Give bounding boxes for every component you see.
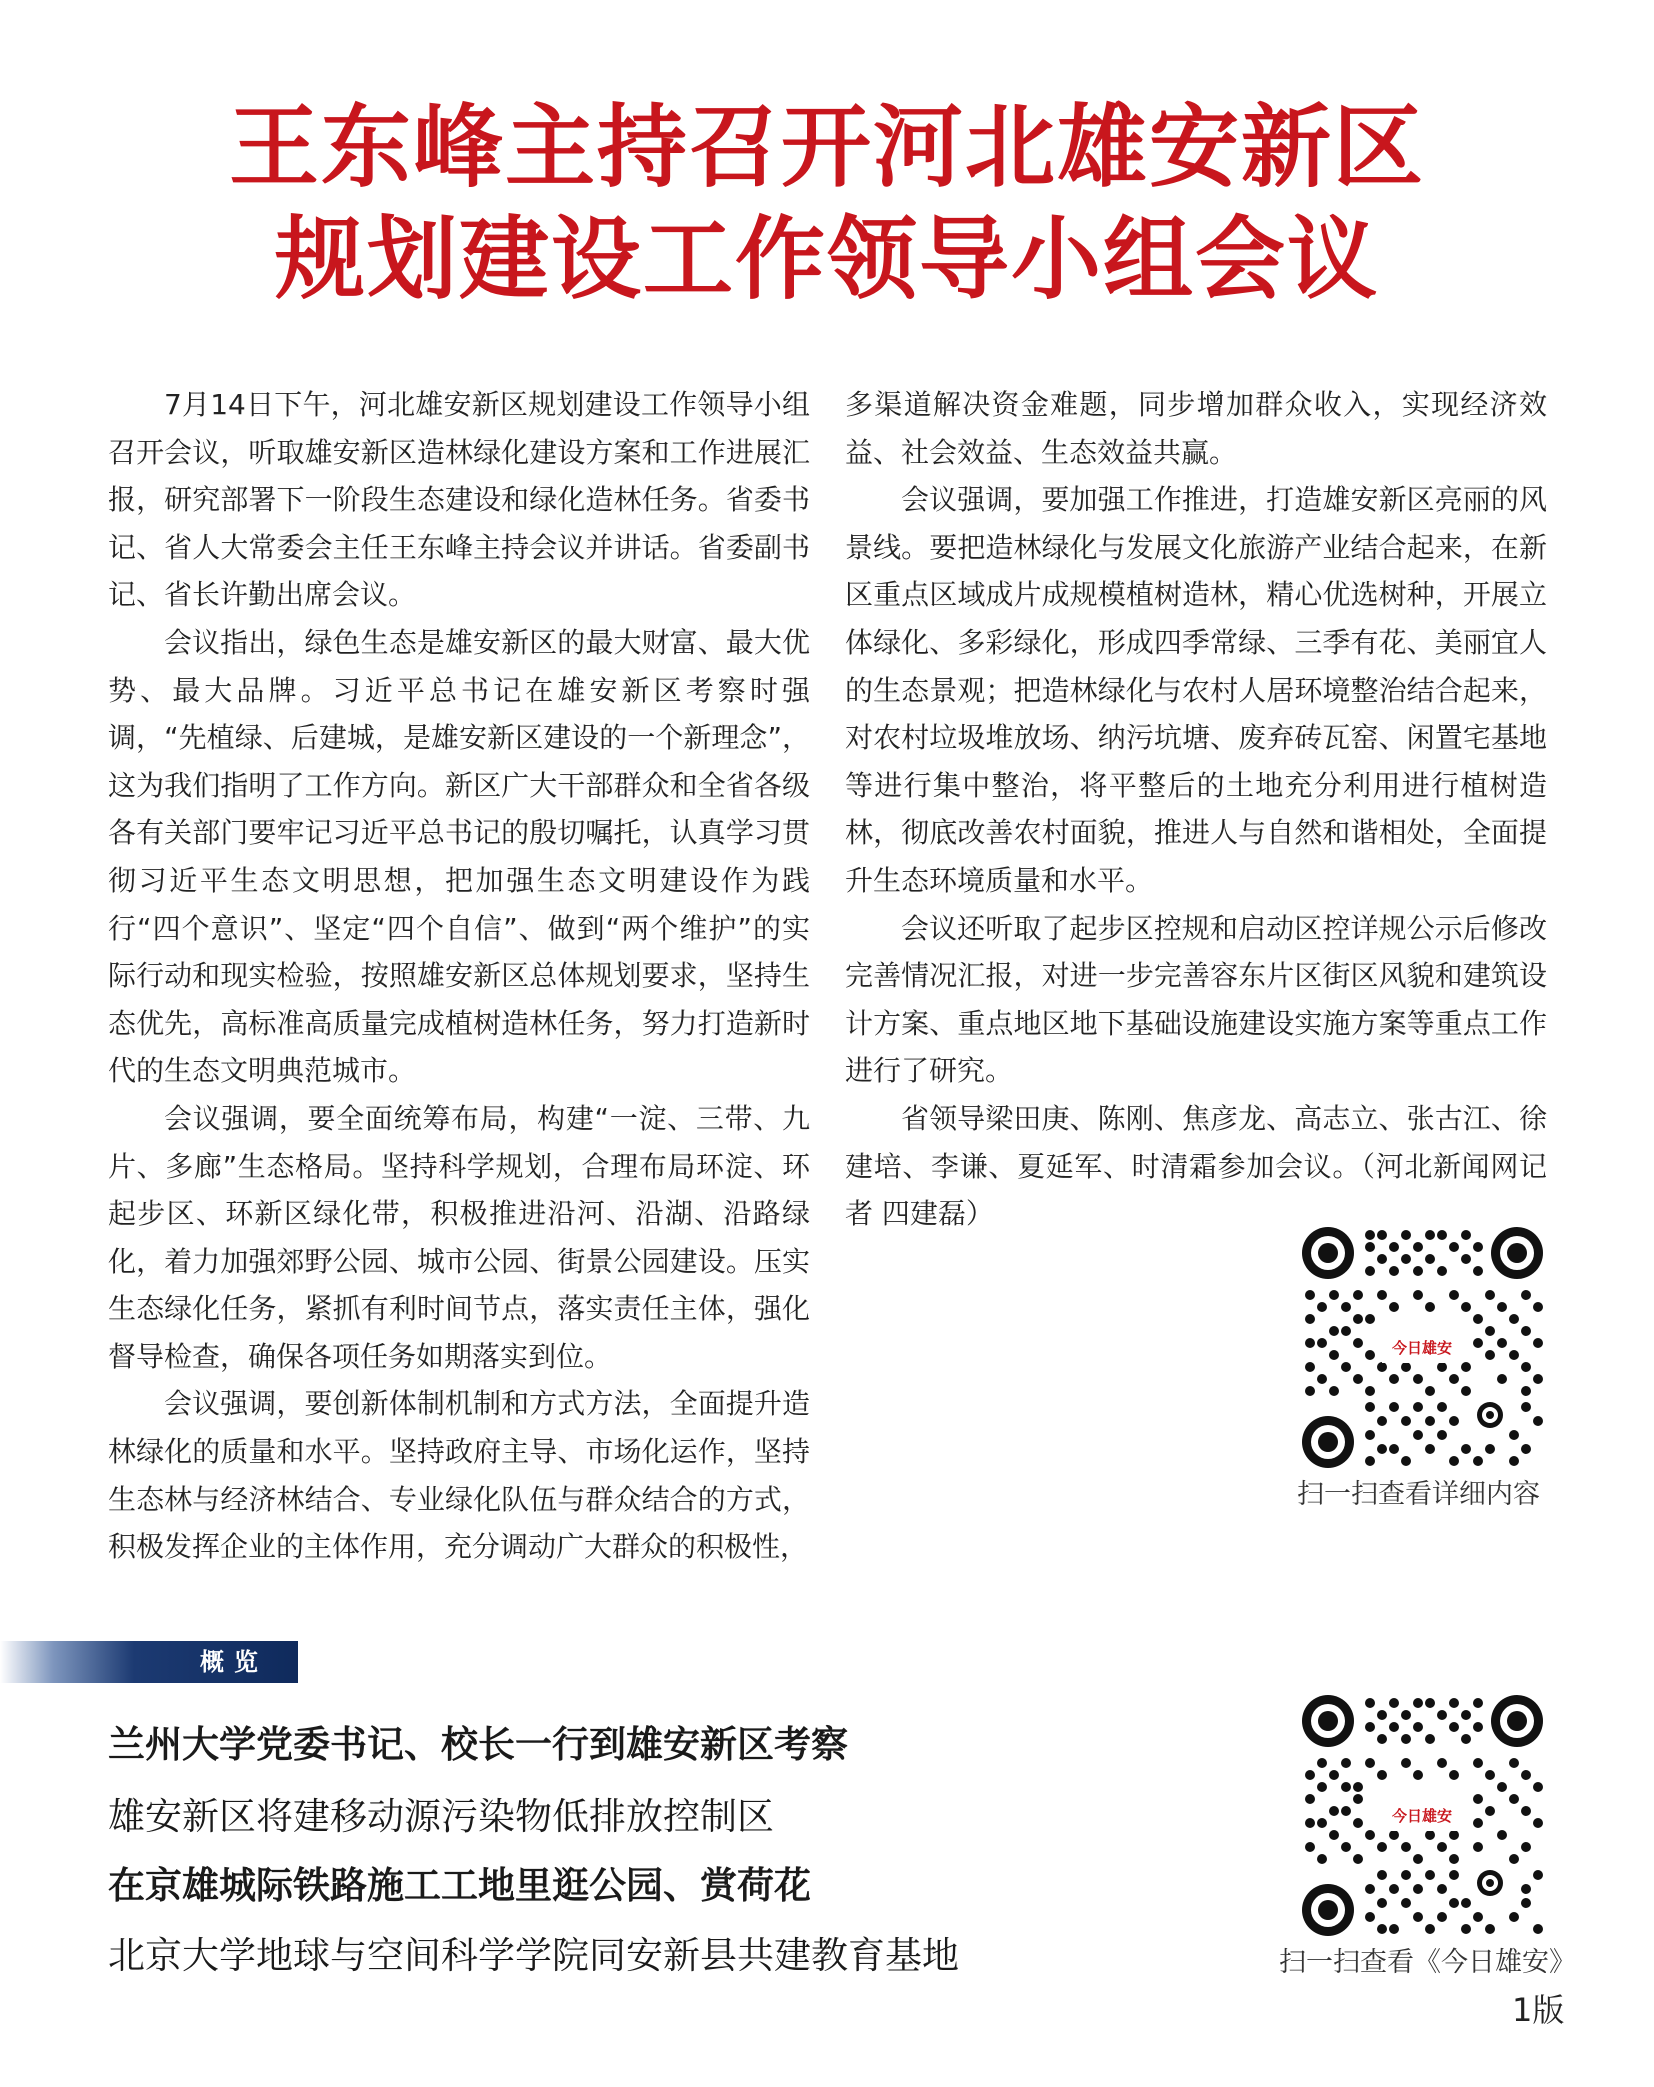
- article-paragraph: 会议强调，要加强工作推进，打造雄安新区亮丽的风景线。要把造林绿化与发展文化旅游产业结合起来，在新区重点区域成片成规模植树造林，精心优选树种，开展立体绿化、多彩绿化，形成四季常绿、三季有花、美丽宜人的生态景观；把造林绿化与农村人居环境整治结合起来，对农村垃圾堆放场、纳污坑塘、废弃砖瓦窑、闲置宅基地等进行集中整治，将平整后的土地充分利用进行植树造林，彻底改善农村面貌，推进人与自然和谐相处，全面提升生态环境质量和水平。: [845, 483, 1547, 897]
- article-paragraph: 多渠道解决资金难题，同步增加群众收入，实现经济效益、社会效益、生态效益共赢。: [845, 388, 1547, 469]
- headline-line-2: 规划建设工作领导小组会议: [275, 207, 1379, 312]
- article-right-column: [845, 381, 1547, 1238]
- qr-caption-detail: 扫一扫查看详细内容: [1297, 1479, 1540, 1510]
- overview-section-band: [0, 1641, 298, 1683]
- article-paragraph: 会议指出，绿色生态是雄安新区的最大财富、最大优势、最大品牌。习近平总书记在雄安新区考察时强调，“先植绿、后建城，是雄安新区建设的一个新理念”，这为我们指明了工作方向。新区广大干部群众和全省各级各有关部门要牢记习近平总书记的殷切嘱托，认真学习贯彻习近平生态文明思想，把加强生态文明建设作为践行“四个意识”、坚定“四个自信”、做到“两个维护”的实际行动和现实检验，按照雄安新区总体规划要求，坚持生态优先，高标准高质量完成植树造林任务，努力打造新时代的生态文明典范城市。: [108, 625, 810, 1088]
- article-left-column: [108, 381, 810, 1571]
- qr-logo: 今日雄安: [1382, 1333, 1462, 1363]
- overview-item[interactable]: 在京雄城际铁路施工工地里逛公园、赏荷花: [108, 1864, 811, 1907]
- article-paragraph: 会议强调，要创新体制机制和方式方法，全面提升造林绿化的质量和水平。坚持政府主导、市场化运作，坚持生态林与经济林结合、专业绿化队伍与群众结合的方式，积极发挥企业的主体作用，充分调动广大群众的积极性，: [108, 1387, 810, 1564]
- headline-line-1: 王东峰主持召开河北雄安新区: [229, 95, 1425, 200]
- qr-caption-newspaper: 扫一扫查看《今日雄安》: [1279, 1947, 1576, 1978]
- article-paragraph: 会议还听取了起步区控规和启动区控详规公示后修改完善情况汇报，对进一步完善容东片区街区风貌和建筑设计方案、重点地区地下基础设施建设实施方案等重点工作进行了研究。: [845, 911, 1547, 1088]
- overview-item[interactable]: 雄安新区将建移动源污染物低排放控制区: [108, 1795, 774, 1838]
- article-paragraph: 省领导梁田庚、陈刚、焦彦龙、高志立、张古江、徐建培、李谦、夏延军、时清霜参加会议。（河北新闻网记者 四建磊）: [845, 1101, 1547, 1231]
- article-paragraph: 会议强调，要全面统筹布局，构建“一淀、三带、九片、多廊”生态格局。坚持科学规划，合理布局环淀、环起步区、环新区绿化带，积极推进沿河、沿湖、沿路绿化，着力加强郊野公园、城市公园、街景公园建设。压实生态绿化任务，紧抓有利时间节点，落实责任主体，强化督导检查，确保各项任务如期落实到位。: [108, 1101, 810, 1373]
- overview-label: 概览: [200, 1648, 268, 1676]
- qr-logo: 今日雄安: [1382, 1801, 1462, 1831]
- article-paragraph: 7月14日下午，河北雄安新区规划建设工作领导小组召开会议，听取雄安新区造林绿化建设方案和工作进展汇报，研究部署下一阶段生态建设和绿化造林任务。省委书记、省人大常委会主任王东峰主持会议并讲话。省委副书记、省长许勤出席会议。: [108, 388, 810, 612]
- overview-item[interactable]: 北京大学地球与空间科学学院同安新县共建教育基地: [108, 1934, 959, 1977]
- overview-item[interactable]: 兰州大学党委书记、校长一行到雄安新区考察: [108, 1723, 848, 1766]
- qr-code-detail[interactable]: [1300, 1225, 1545, 1470]
- page-number: 1版: [1512, 1991, 1565, 2029]
- qr-code-newspaper[interactable]: [1300, 1693, 1545, 1938]
